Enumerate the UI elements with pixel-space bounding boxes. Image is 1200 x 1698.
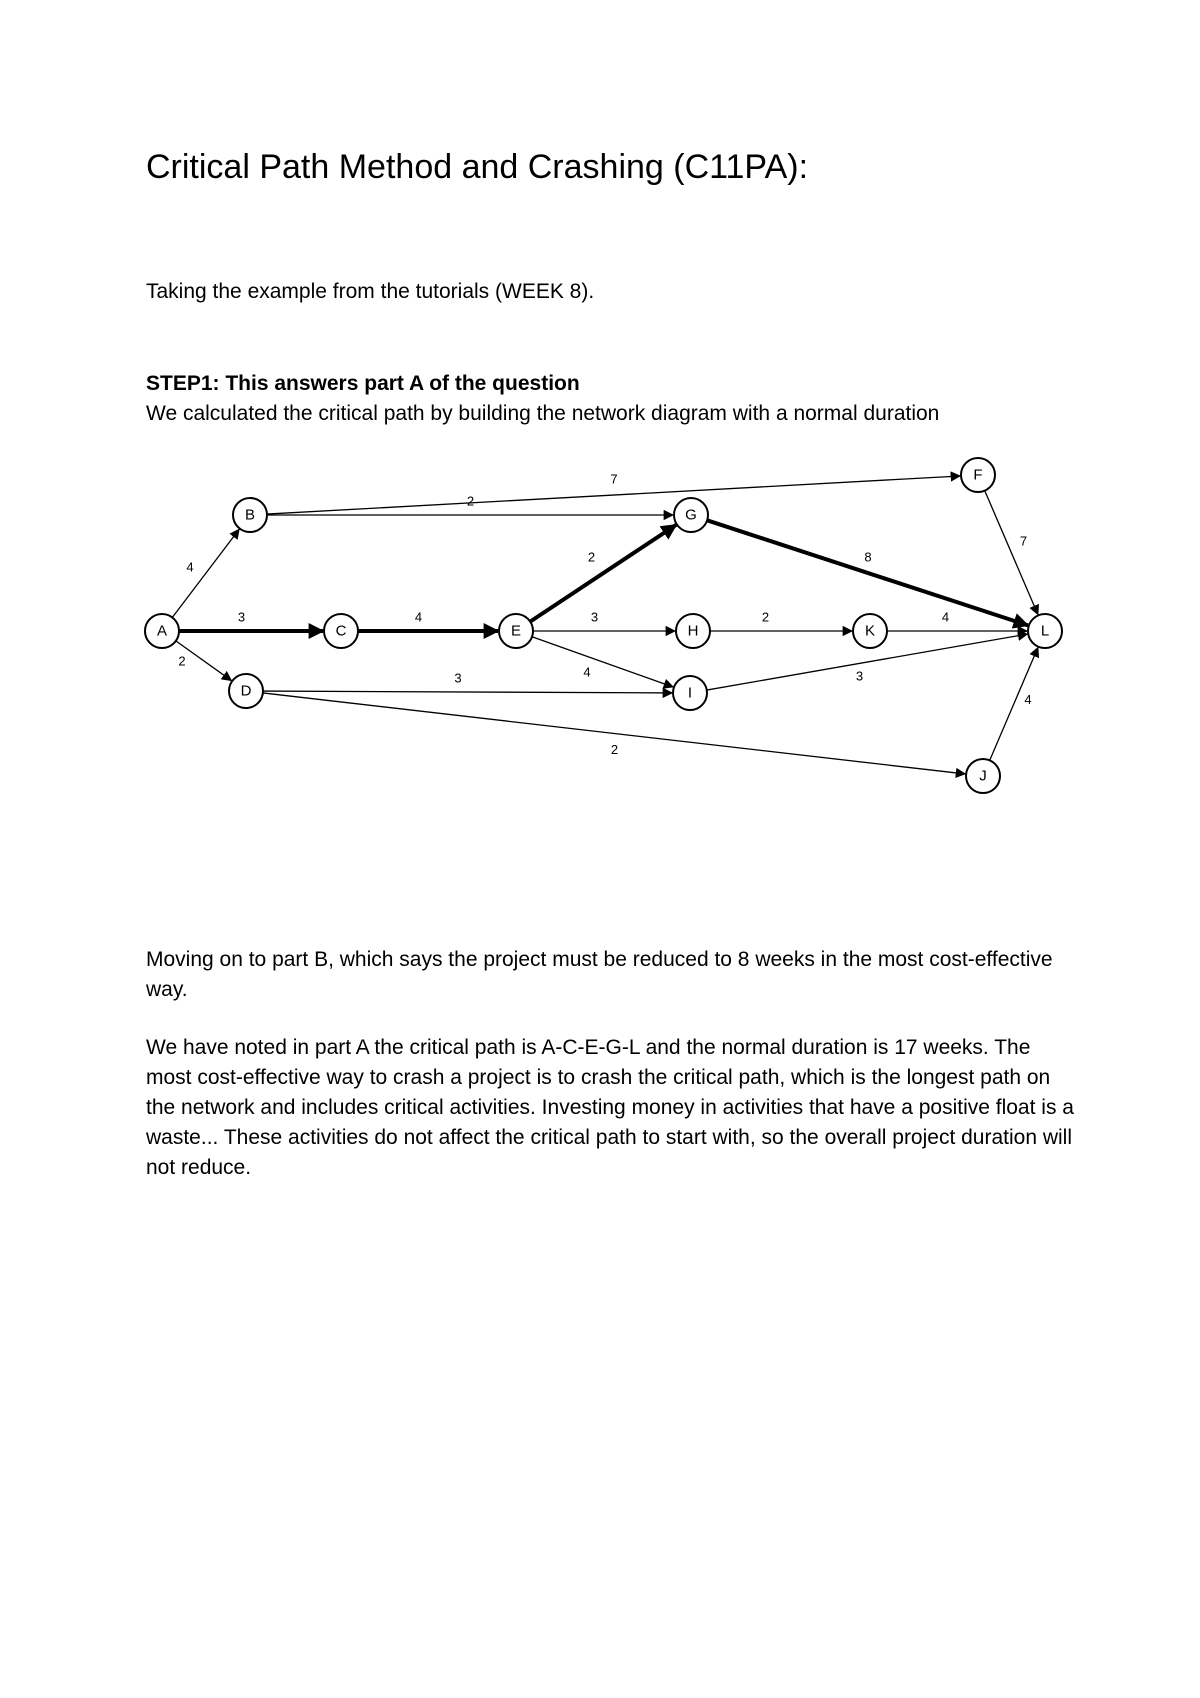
node-B <box>233 498 267 532</box>
edge-D-J <box>263 693 965 774</box>
part-b-detail-paragraph: We have noted in part A the critical path is A-C-E-G-L and the normal duration is 17 weeks. The most cost-effective way to crash a project is to crash the critical path, which is the longest path on the network and includes critical activities. Investing money in activities that have a positive float is a waste... These activities do not affect the critical path to start with, so the overall project duration will not reduce. <box>146 1036 1074 1179</box>
edge-duration-E-I: 4 <box>583 664 591 680</box>
node-label-H: H <box>687 622 699 640</box>
page-title: Critical Path Method and Crashing (C11PA): <box>146 148 809 186</box>
step1-heading: STEP1: This answers part A of the question <box>146 372 580 395</box>
node-label-G: G <box>685 506 697 524</box>
node-G <box>674 498 708 532</box>
edge-E-I <box>532 637 673 687</box>
node-K <box>853 614 887 648</box>
intro-text: Taking the example from the tutorials (WEEK 8). <box>146 280 595 303</box>
node-F <box>961 458 995 492</box>
edge-duration-G-L: 8 <box>864 549 872 565</box>
edge-duration-A-C: 3 <box>237 609 246 625</box>
edge-duration-D-J: 2 <box>610 742 619 757</box>
node-label-J: J <box>979 767 987 785</box>
edge-duration-C-E: 4 <box>414 609 423 625</box>
node-D <box>229 674 263 708</box>
edge-duration-E-H: 3 <box>590 609 599 625</box>
edge-duration-B-G: 2 <box>466 493 475 509</box>
node-label-L: L <box>1040 622 1050 640</box>
node-label-F: F <box>973 466 983 484</box>
edge-duration-A-B: 4 <box>186 559 194 575</box>
edge-F-L <box>985 491 1038 615</box>
edge-G-L <box>707 520 1028 625</box>
edge-duration-J-L: 4 <box>1024 692 1032 707</box>
node-label-D: D <box>240 682 252 700</box>
node-label-E: E <box>510 622 522 640</box>
edge-duration-H-K: 2 <box>761 609 770 625</box>
node-label-B: B <box>244 506 256 524</box>
edge-D-I <box>263 691 672 693</box>
node-label-A: A <box>156 622 168 640</box>
edge-A-B <box>172 529 239 617</box>
node-I <box>673 676 707 710</box>
node-L <box>1028 614 1062 648</box>
edge-duration-E-G: 2 <box>587 549 596 565</box>
node-E <box>499 614 533 648</box>
edge-duration-D-I: 3 <box>454 670 462 686</box>
part-b-paragraph: Moving on to part B, which says the project must be reduced to 8 weeks in the most cost-effective way. <box>146 948 1053 1001</box>
edge-duration-A-D: 2 <box>178 653 186 669</box>
network-diagram <box>140 455 1080 825</box>
node-label-K: K <box>864 622 876 640</box>
edge-duration-B-F: 7 <box>610 471 618 487</box>
node-A <box>145 614 179 648</box>
node-H <box>676 614 710 648</box>
node-label-I: I <box>687 684 693 702</box>
edge-duration-I-L: 3 <box>855 668 864 684</box>
node-C <box>324 614 358 648</box>
node-label-C: C <box>335 622 347 640</box>
step1-text: We calculated the critical path by building the network diagram with a normal duration <box>146 402 940 425</box>
edge-duration-F-L: 7 <box>1019 533 1028 549</box>
node-J <box>966 759 1000 793</box>
edge-E-G <box>530 525 676 622</box>
edge-duration-K-L: 4 <box>941 609 950 625</box>
